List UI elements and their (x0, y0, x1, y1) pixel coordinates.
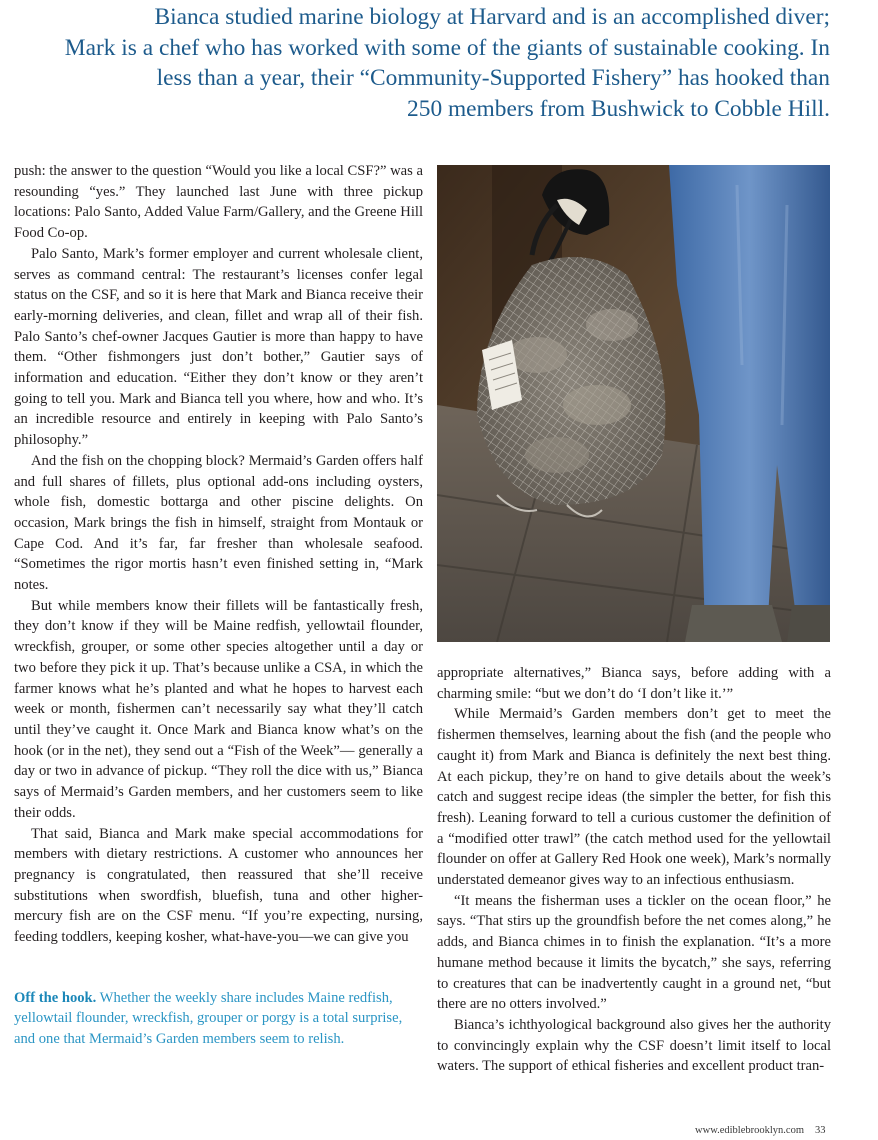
paragraph: And the fish on the chopping block? Mermaid’s Garden offers half and full shares of fillets, plus optional add-ons including oysters, whole fish, domestic bottarga and other piscine delights. On occasion, Mark brings the fish in himself, straight from Montauk or Cape Cod. And it’s far, far fresher than wholesale seafood. “Sometimes the rigor mortis hasn’t even finished setting in, “Mark notes. (14, 452, 423, 594)
pull-quote-line: Mark is a chef who has worked with some of the giants of sustainable cooking. In (64, 34, 830, 61)
right-column (437, 663, 831, 1077)
pull-quote-line: less than a year, their “Community-Supported Fishery” has hooked than (156, 65, 830, 92)
photo-fish-bag (437, 165, 830, 642)
footer-website: www.ediblebrooklyn.com (695, 1125, 804, 1136)
paragraph: That said, Bianca and Mark make special accommodations for members with dietary restrictions. A customer who announces her pregnancy is congratulated, then reassured that she’ll receive substitutions when swordfish, bluefish, tuna and other higher-mercury fish are on the CSF menu. “If you’re expecting, nursing, feeding toddlers, keeping kosher, what-have-you—we can give you (14, 825, 423, 946)
left-column (14, 161, 423, 948)
paragraph: While Mermaid’s Garden members don’t get to meet the fishermen themselves, learning about the fish (and the people who caught it) from Mark and Bianca is definitely the next best thing. At each pickup, they’re on hand to give details about the week’s catch and suggest recipe ideas (the simpler the better, for fish this fresh). Leaning forward to tell a curious customer the definition of a “modified otter trawl” (the catch method used for the yellowtail flounder on offer at Gallery Red Hook one week), Mark’s normally understated demeanor gives way to an infectious enthusiasm. (437, 706, 831, 889)
paragraph: But while members know their fillets will be fantastically fresh, they don’t know if they will be Maine redfish, yellowtail flounder, wreckfish, grouper, or some other species altogether until a day or two before they pick it up. That’s because unlike a CSA, in which the farmer knows what he’s planted and what he hopes to harvest each week or month, fishermen can’t necessarily say what they’ll catch until they’ve caught it. Once Mark and Bianca know what’s on the hook (or in the net), they send out a “Fish of the Week”— generally a day or two in advance of pickup. “They roll the dice with us,” Bianca says of Mermaid’s Garden members, and her customers seem to like their odds. (14, 597, 423, 821)
pull-quote-line: 250 members from Bushwick to Cobble Hill. (407, 95, 830, 122)
photo-caption (14, 988, 410, 1049)
paragraph: appropriate alternatives,” Bianca says, before adding with a charming smile: “but we don’t do ‘I don’t like it.’” (437, 665, 831, 702)
paragraph: Palo Santo, Mark’s former employer and current wholesale client, serves as command central: The restaurant’s licenses confer legal status on the CSF, and so it is here that Mark and Bianca receive their early-morning deliveries, and clean, fillet and wrap all of their fish. Palo Santo’s chef-owner Jacques Gautier is more than happy to have them. “Other fishmongers just don’t bother,” Gautier says of information and education. “Either they don’t know or they aren’t going to tell you. Mark and Bianca tell you where, how and who. It’s an incredible resource and entirely in keeping with Palo Santo’s philosophy.” (14, 245, 423, 449)
pull-quote-line: Bianca studied marine biology at Harvard and is an accomplished diver; (154, 4, 830, 30)
caption-text: Whether the weekly share includes Maine redfish, yellowtail flounder, wreckfish, grouper or porgy is a total surprise, and one that Mermaid’s Garden members seem to relish. (14, 990, 403, 1047)
page-number: 33 (815, 1125, 826, 1136)
paragraph: push: the answer to the question “Would you like a local CSF?” was a resounding “yes.” They launched last June with three pickup locations: Palo Santo, Added Value Farm/Gallery, and the Greene Hill Food Co-op. (14, 163, 423, 242)
pull-quote (30, 2, 830, 124)
paragraph: Bianca’s ichthyological background also gives her the authority to convincingly explain why the CSF doesn’t limit itself to local waters. The support of ethical fisheries and excellent product tran- (437, 1016, 831, 1075)
paragraph: “It means the fisherman uses a tickler on the ocean floor,” he says. “That stirs up the groundfish before the net comes along,” he adds, and Bianca chimes in to finish the explanation. “It’s a more humane method because it limits the bycatch,” she says, referring to creatures that can be inadvertently caught in a ground net, “but there are no otters involved.” (437, 892, 831, 1013)
caption-lead: Off the hook. (14, 990, 97, 1006)
